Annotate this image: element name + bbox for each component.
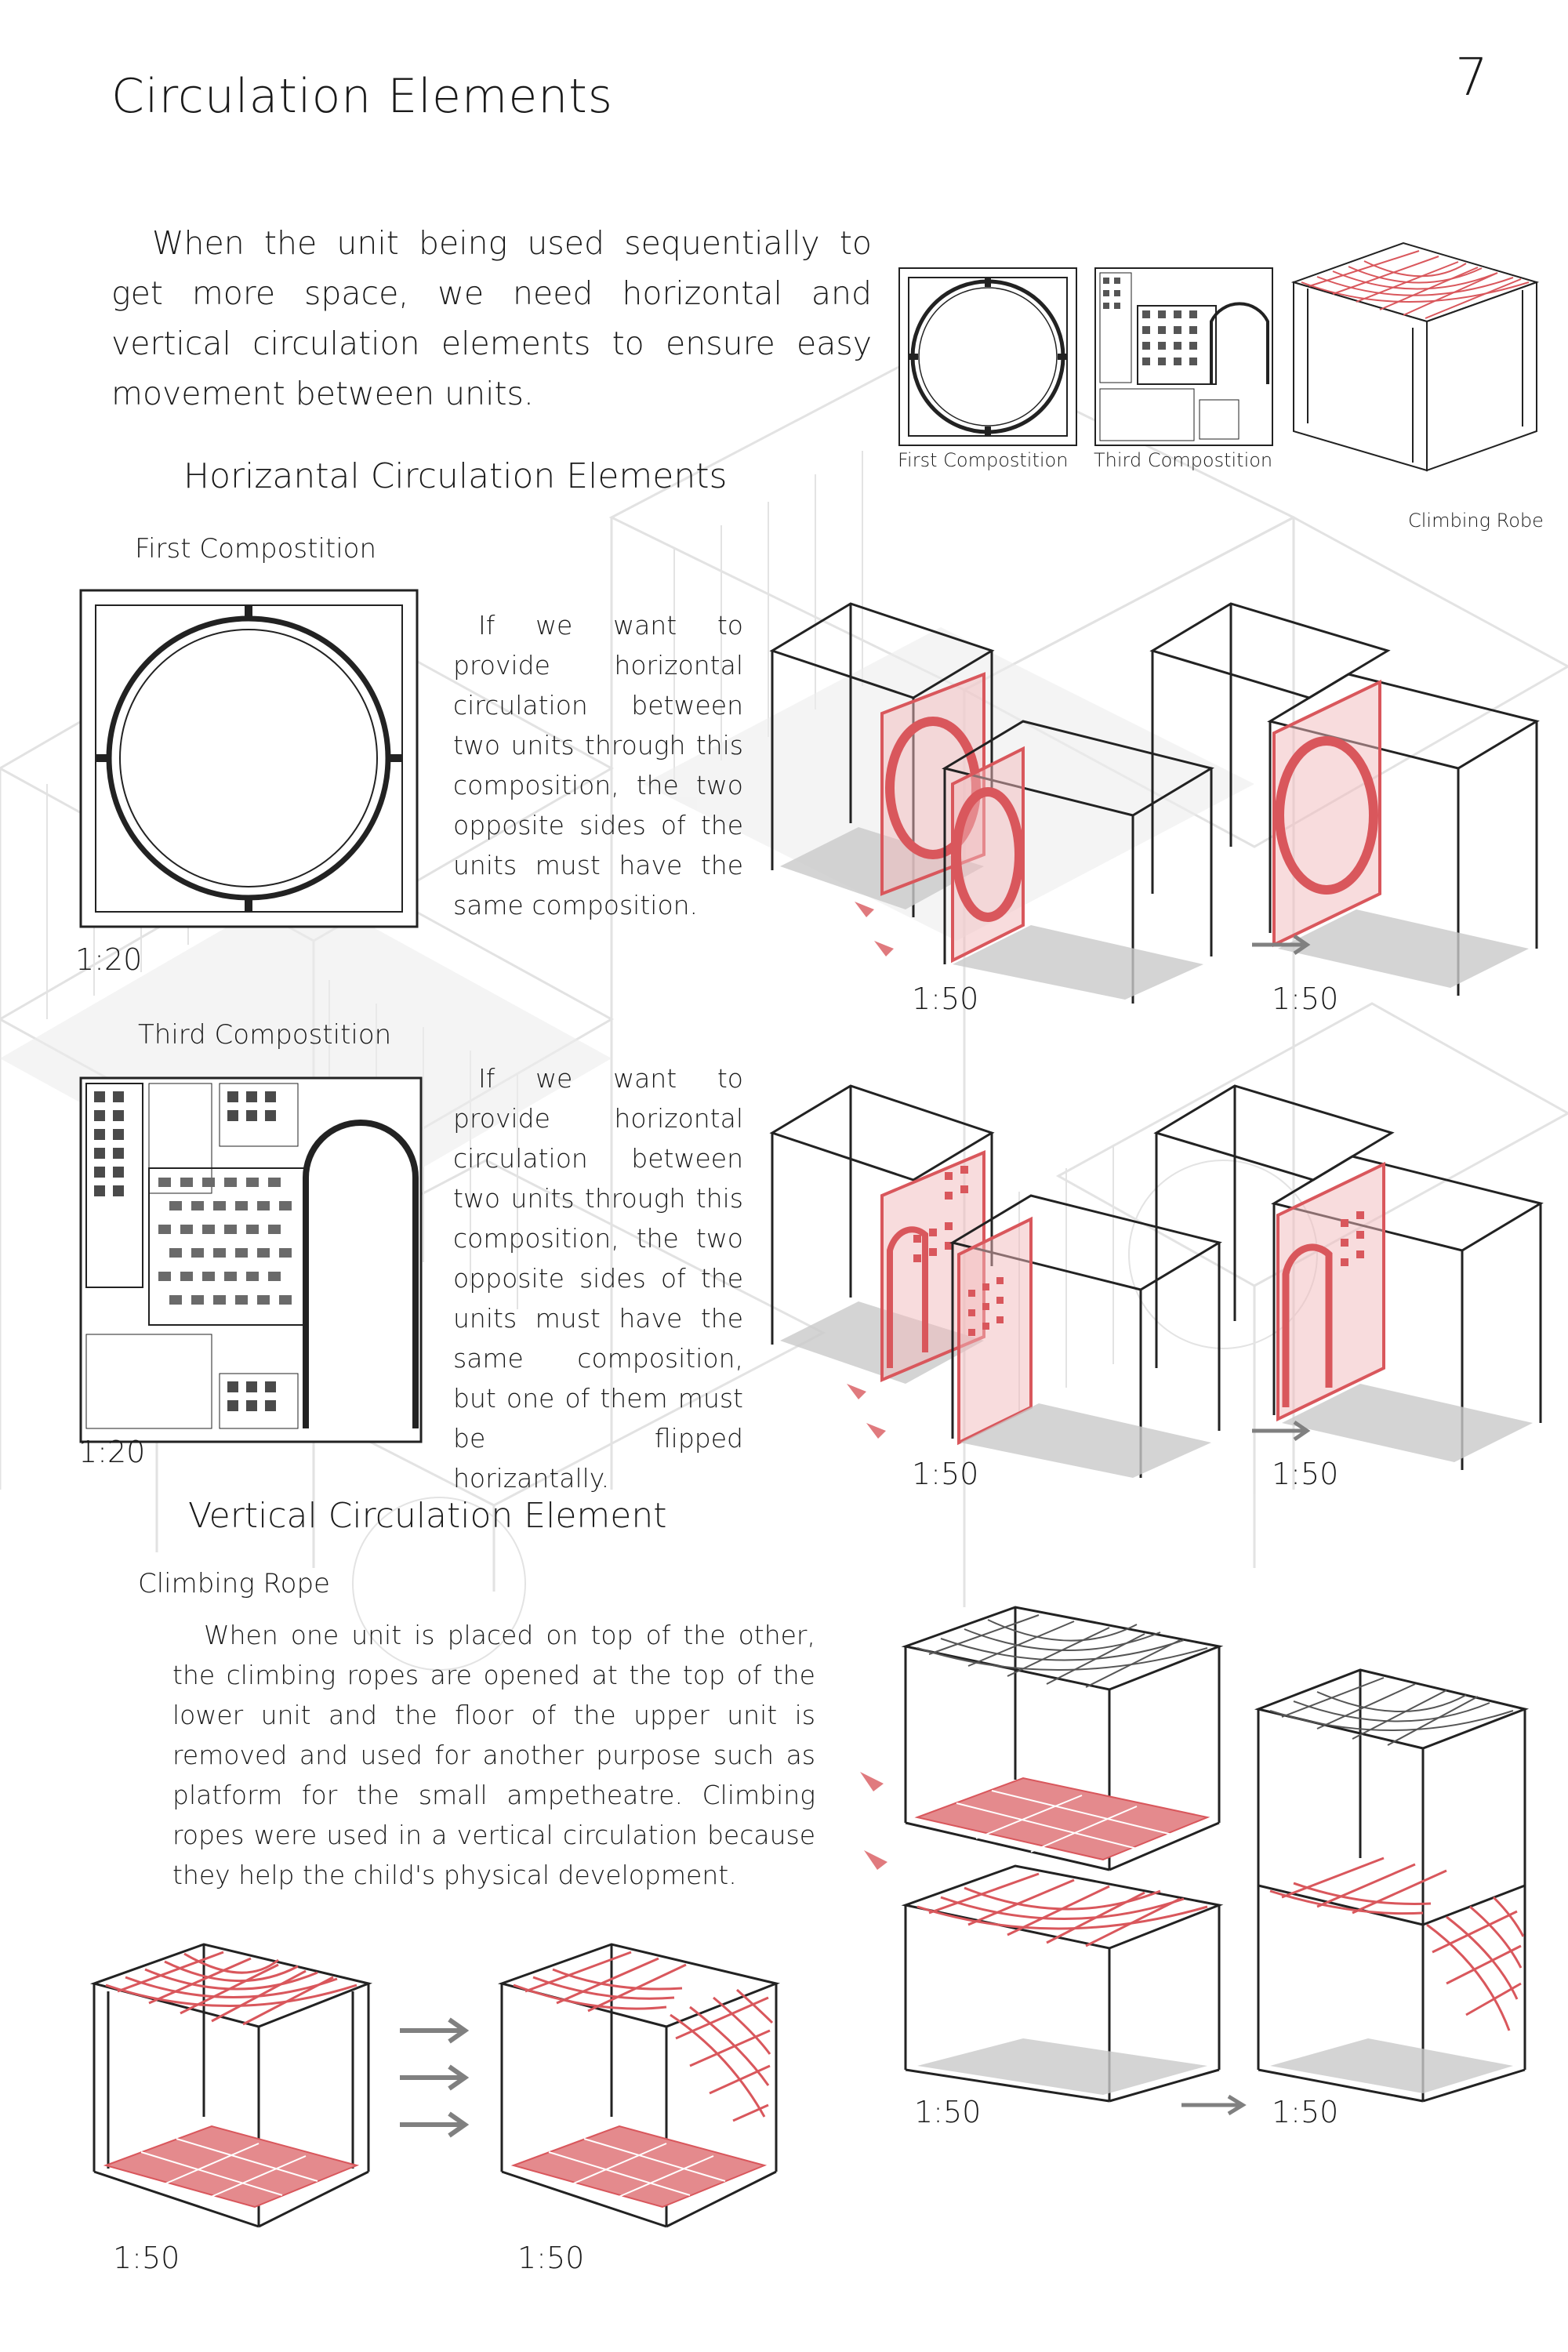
rope-cube-scale-b: 1:50 — [517, 2241, 585, 2275]
first-iso-pair-joined — [1145, 596, 1552, 1011]
stacked-pink-arrows — [856, 1764, 903, 1882]
climbing-rope-label: Climbing Rope — [138, 1568, 330, 1599]
stacked-scale-b: 1:50 — [1272, 2095, 1339, 2129]
first-pair-arrow-icon — [1250, 933, 1313, 956]
first-iso-scale-b: 1:50 — [1272, 982, 1339, 1016]
thumbnail-climbing-rope-cube — [1286, 235, 1544, 502]
stacked-cubes-separated — [898, 1599, 1227, 2109]
first-iso-scale-a: 1:50 — [912, 982, 979, 1016]
climbing-rope-text: When one unit is placed on top of the other, the climbing ropes are opened at the top of the lower unit and the floor of the upper unit is removed and used for another purpose such as platform for the small ampetheatre. Climbing ropes were used in a vertical circulation because they help the child's physical development. — [172, 1620, 815, 1890]
first-composition-label: First Compostition — [135, 533, 377, 564]
first-composition-plan — [78, 588, 419, 929]
page-title: Circulation Elements — [111, 69, 614, 124]
intro-paragraph: When the unit being used sequentially to get more space, we need horizontal and vertical circulation elements to ensure easy movement between units. — [111, 224, 872, 412]
third-composition-text: If we want to provide horizontal circulation between two units through this composition, the two opposite sides of the units must have the same composition, but one of them must be flipped horizantally. — [453, 1063, 743, 1494]
third-composition-label: Third Compostition — [138, 1019, 392, 1051]
third-iso-scale-a: 1:50 — [912, 1457, 979, 1491]
first-composition-text: If we want to provide horizontal circulation between two units through this composition, the two opposite sides of the units must have the same composition. — [453, 610, 743, 920]
rope-cube-opened — [494, 1936, 784, 2234]
rope-cube-closed — [86, 1936, 376, 2234]
first-plan-scale: 1:20 — [75, 942, 143, 977]
third-composition-plan — [78, 1076, 423, 1444]
thumbnail-rope-label: Climbing Robe — [1408, 510, 1544, 532]
third-pair-arrow-icon — [1250, 1419, 1313, 1443]
third-plan-scale: 1:20 — [78, 1435, 146, 1469]
thumbnail-first-label: First Compostition — [898, 449, 1069, 471]
thumbnail-first-composition — [898, 267, 1078, 447]
vertical-heading: Vertical Circulation Element — [188, 1496, 667, 1536]
page-number: 7 — [1455, 47, 1488, 107]
stacked-scale-a: 1:50 — [914, 2095, 982, 2129]
thumbnail-third-composition — [1094, 267, 1274, 447]
stacked-arrow-icon — [1180, 2093, 1250, 2117]
stacked-cubes-joined — [1250, 1662, 1533, 2109]
rope-cube-scale-a: 1:50 — [113, 2241, 180, 2275]
third-pair-pink-arrows — [843, 1376, 898, 1439]
first-pair-pink-arrows — [851, 894, 906, 956]
thumbnail-third-label: Third Compostition — [1094, 449, 1273, 471]
horizontal-heading: Horizantal Circulation Elements — [183, 456, 728, 496]
third-iso-pair-joined — [1149, 1078, 1556, 1486]
third-iso-scale-b: 1:50 — [1272, 1457, 1339, 1491]
rope-triple-arrow-icon — [396, 2015, 474, 2140]
